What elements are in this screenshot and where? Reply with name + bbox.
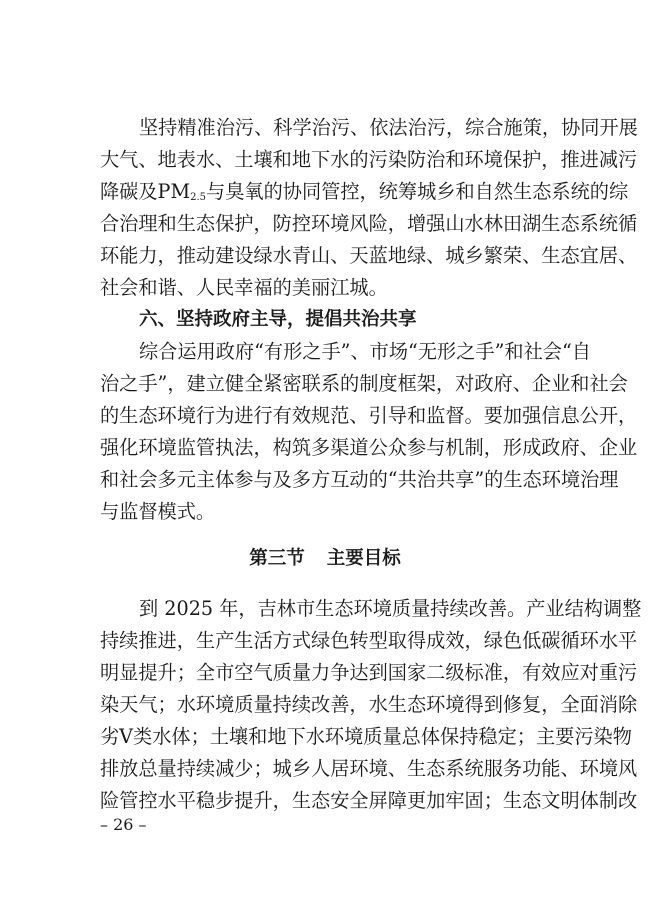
page-number: – 26 –: [100, 815, 147, 834]
text-line: 合治理和生态保护，防控环境风险，增强山水林田湖生态系统循: [100, 212, 638, 235]
section-name: 主要目标: [326, 548, 401, 569]
text-line: 劣Ⅴ类水体；土壤和地下水环境质量总体保持稳定；主要污染物: [100, 725, 632, 748]
text-fragment: 降碳及PM: [100, 180, 191, 203]
text-line: 强化环境监管执法，构筑多渠道公众参与机制，形成政府、企业: [100, 436, 638, 459]
text-line: 险管控水平稳步提升，生态安全屏障更加牢固；生态文明体制改: [100, 789, 638, 812]
text-line: 排放总量持续减少；城乡人居环境、生态系统服务功能、环境风: [100, 757, 638, 780]
section-number: 第三节: [249, 548, 305, 569]
text-line: 社会和谐、人民幸福的美丽江城。: [100, 276, 388, 299]
text-line: 坚持精准治污、科学治污、依法治污，综合施策，协同开展: [139, 116, 638, 139]
subscript: 2.5: [190, 192, 207, 203]
text-line: 大气、地表水、土壤和地下水的污染防治和环境保护，推进减污: [100, 148, 638, 171]
subheading-6: 六、坚持政府主导，提倡共治共享: [139, 309, 417, 330]
text-line: 持续推进，生产生活方式绿色转型取得成效，绿色低碳循环水平: [100, 629, 638, 652]
section-title: [0, 544, 650, 570]
text-fragment: 与臭氧的协同管控，统筹城乡和自然生态系统的综: [206, 180, 629, 203]
text-line: 染天气；水环境质量持续改善，水生态环境得到修复，全面消除: [100, 693, 638, 716]
text-line: 到 2025 年，吉林市生态环境质量持续改善。产业结构调整: [139, 597, 642, 620]
paragraph-principle-5: [100, 112, 638, 528]
text-line: 环能力，推动建设绿水青山、天蓝地绿、城乡繁荣、生态宜居、: [100, 244, 638, 267]
paragraph-main-goals: [100, 593, 642, 817]
text-line: 与监督模式。: [100, 500, 216, 523]
text-line: 和社会多元主体参与及多方互动的“共治共享”的生态环境治理: [100, 468, 619, 491]
text-line: 治之手”，建立健全紧密联系的制度框架，对政府、企业和社会: [100, 372, 628, 395]
text-line: [100, 176, 629, 208]
text-line: 明显提升；全市空气质量力争达到国家二级标准，有效应对重污: [100, 661, 638, 684]
text-line: 的生态环境行为进行有效规范、引导和监督。要加强信息公开，: [100, 404, 638, 427]
text-line: 综合运用政府“有形之手”、市场“无形之手”和社会“自: [139, 340, 591, 363]
